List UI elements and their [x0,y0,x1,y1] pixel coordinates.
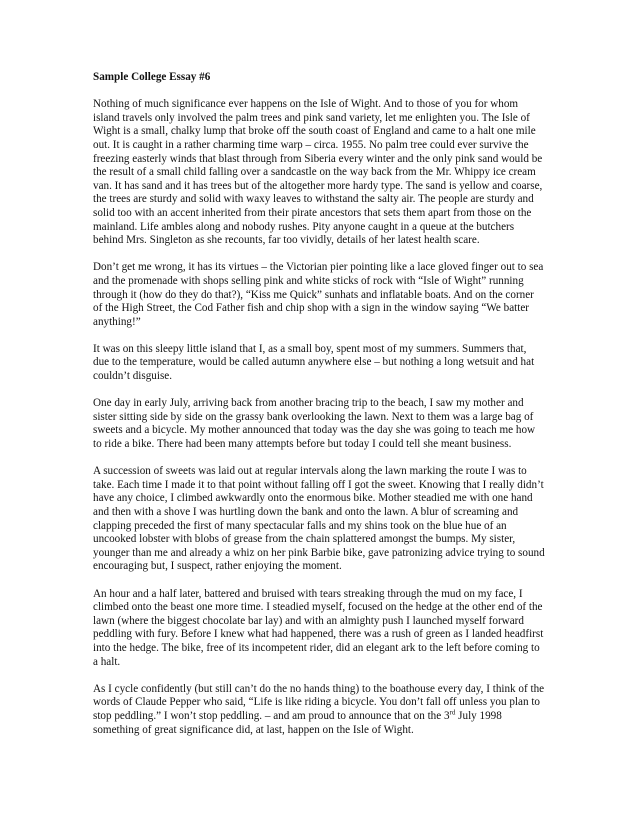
essay-title: Sample College Essay #6 [93,71,211,83]
final-paragraph-text-start: As I cycle confidently (but still can’t do the no hands thing) to the boathouse every day, I think of the words of Claude Pepper who said, “Life is like riding a bicycle. You don’t fall off unless you plan to stop peddling.” I won’t stop peddling. – and am proud to announce that on the 3 [93,682,545,722]
essay-paragraph-3: It was on this sleepy little island that I, as a small boy, spent most of my summers. Summers that, due to the temperature, would be called autumn anywhere else – but nothing a long wetsuit and hat couldn’t disguise. [93,342,535,383]
ordinal-suffix: rd [449,708,456,717]
essay-paragraph-4: One day in early July, arriving back from another bracing trip to the beach, I saw my mother and sister sitting side by side on the grassy bank overlooking the lawn. Next to them was a large bag of sweets and a bicycle. My mother announced that today was the day she was going to teach me how to ride a bike. There had been many attempts before but today I could tell she meant business. [93,397,536,451]
essay-page [93,71,545,751]
essay-paragraph-7 [93,683,545,737]
final-paragraph-text-end: July 1998 something of great significance did, at last, happen on the Isle of Wight. [93,709,502,736]
essay-paragraph-1: Nothing of much significance ever happens on the Isle of Wight. And to those of you for whom island travels only involved the palm trees and pink sand variety, let me enlighten you. The Isle of Wight is a small, chalky lump that broke off the south coast of England and came to a halt one mile out. It is caught in a rather charming time warp – circa. 1955. No palm tree could ever survive the freezing easterly winds that blast through from Siberia every winter and the only pink sand would be the result of a small child falling over a sandcastle on the way back from the Mr. Whippy ice cream van. It has sand and it has trees but of the altogether more hardy type. The sand is yellow and coarse, the trees are sturdy and solid with waxy leaves to withstand the salty air. The people are sturdy and solid too with an accent inherited from their pirate ancestors that sets them apart from those on the mainland. Life ambles along and nobody rushes. Pity anyone caught in a queue at the butchers behind Mrs. Singleton as she recounts, far too vividly, details of her latest health scare. [93,98,543,247]
essay-paragraph-2: Don’t get me wrong, it has its virtues – the Victorian pier pointing like a lace gloved finger out to sea and the promenade with shops selling pink and white sticks of rock with “Isle of Wight” running through it (how do they do that?), “Kiss me Quick” sunhats and inflatable boats. And on the corner of the High Street, the Cod Father fish and chip shop with a sign in the window saying “We batter anything!” [93,261,544,328]
essay-paragraph-6: An hour and a half later, battered and bruised with tears streaking through the mud on my face, I climbed onto the beast one more time. I steadied myself, focused on the hedge at the other end of the lawn (where the biggest chocolate bar lay) and with an almighty push I launched myself forward peddling with fury. Before I knew what had happened, there was a rush of green as I landed headfirst into the hedge. The bike, free of its incompetent rider, did an elegant ark to the left before coming to a halt. [93,587,544,668]
essay-paragraph-5: A succession of sweets was laid out at regular intervals along the lawn marking the route I was to take. Each time I made it to that point without falling off I got the sweet. Knowing that I really didn’t have any choice, I climbed awkwardly onto the enormous bike. Mother steadied me with one hand and then with a shove I was hurtling down the bank and onto the lawn. A blur of screaming and clapping preceded the first of many spectacular falls and my shins took on the blue hue of an uncooked lobster with blobs of grease from the chain splattered amongst the bumps. My sister, younger than me and already a whiz on her pink Barbie bike, gave patronizing advice trying to sound encouraging but, I suspect, rather enjoying the moment. [93,465,545,573]
